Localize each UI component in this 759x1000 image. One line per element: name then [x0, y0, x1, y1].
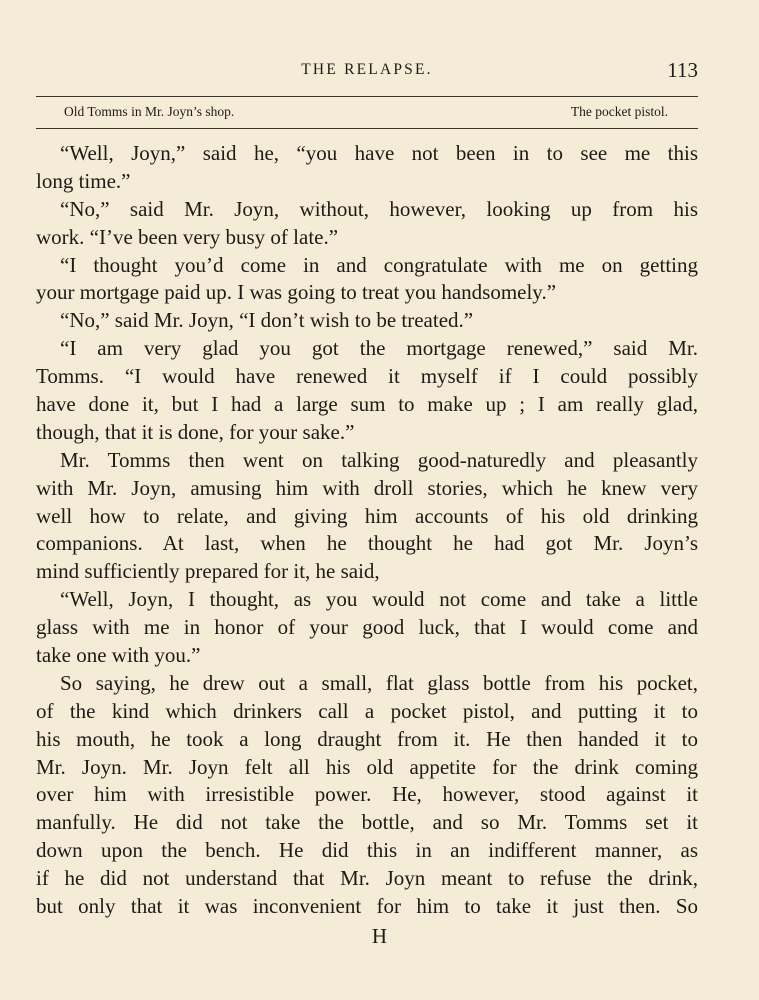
text-line: well how to relate, and giving him accounts of his old drinking [36, 503, 698, 528]
text-line: but only that it was inconvenient for him to take it just then. So [36, 894, 698, 919]
text-line: “No,” said Mr. Joyn, “I don’t wish to be treated.” [60, 308, 474, 333]
header-rule-bottom [36, 128, 698, 129]
body-text [36, 140, 698, 921]
left-subtitle: Old Tomms in Mr. Joyn’s shop. [64, 104, 235, 119]
text-line: Tomms. “I would have renewed it myself if I could possibly [36, 364, 698, 389]
text-line: “Well, Joyn,” said he, “you have not been in to see me this [60, 141, 698, 165]
page-number: 113 [667, 58, 698, 82]
text-line: down upon the bench. He did this in an indifferent manner, as [36, 838, 698, 863]
text-line: over him with irresistible power. He, however, stood against it [36, 782, 698, 807]
text-line: his mouth, he took a long draught from it. He then handed it to [36, 726, 698, 751]
sub-head [36, 104, 698, 124]
text-line: “I am very glad you got the mortgage renewed,” said Mr. [60, 336, 698, 361]
text-line: So saying, he drew out a small, flat glass bottle from his pocket, [60, 670, 698, 695]
text-line: if he did not understand that Mr. Joyn meant to refuse the drink, [36, 866, 698, 891]
text-line: your mortgage paid up. I was going to treat you handsomely.” [36, 280, 557, 305]
text-line: of the kind which drinkers call a pocket pistol, and putting it to [36, 698, 698, 723]
signature-mark: H [371, 924, 388, 948]
text-line: with Mr. Joyn, amusing him with droll stories, which he knew very [36, 475, 698, 500]
text-line: companions. At last, when he thought he had got Mr. Joyn’s [36, 531, 698, 556]
text-line: long time.” [36, 168, 131, 193]
text-line: “I thought you’d come in and congratulate with me on getting [60, 252, 698, 277]
text-line: work. “I’ve been very busy of late.” [36, 224, 339, 249]
text-line: manfully. He did not take the bottle, and so Mr. Tomms set it [36, 810, 698, 835]
text-line: Mr. Joyn. Mr. Joyn felt all his old appetite for the drink coming [36, 754, 698, 779]
running-head [36, 58, 698, 84]
right-subtitle: The pocket pistol. [570, 104, 668, 119]
running-title: THE RELAPSE. [301, 61, 433, 78]
text-line: “Well, Joyn, I thought, as you would not come and take a little [60, 587, 698, 612]
text-line: “No,” said Mr. Joyn, without, however, looking up from his [60, 196, 698, 221]
text-line: Mr. Tomms then went on talking good-naturedly and pleasantly [60, 447, 698, 472]
text-line: though, that it is done, for your sake.” [36, 419, 355, 444]
text-line: have done it, but I had a large sum to make up ; I am really glad, [36, 392, 698, 417]
header-rule-top [36, 96, 698, 97]
text-line: mind sufficiently prepared for it, he said, [36, 559, 380, 584]
text-line: take one with you.” [36, 643, 201, 668]
text-line: glass with me in honor of your good luck, that I would come and [36, 615, 698, 640]
